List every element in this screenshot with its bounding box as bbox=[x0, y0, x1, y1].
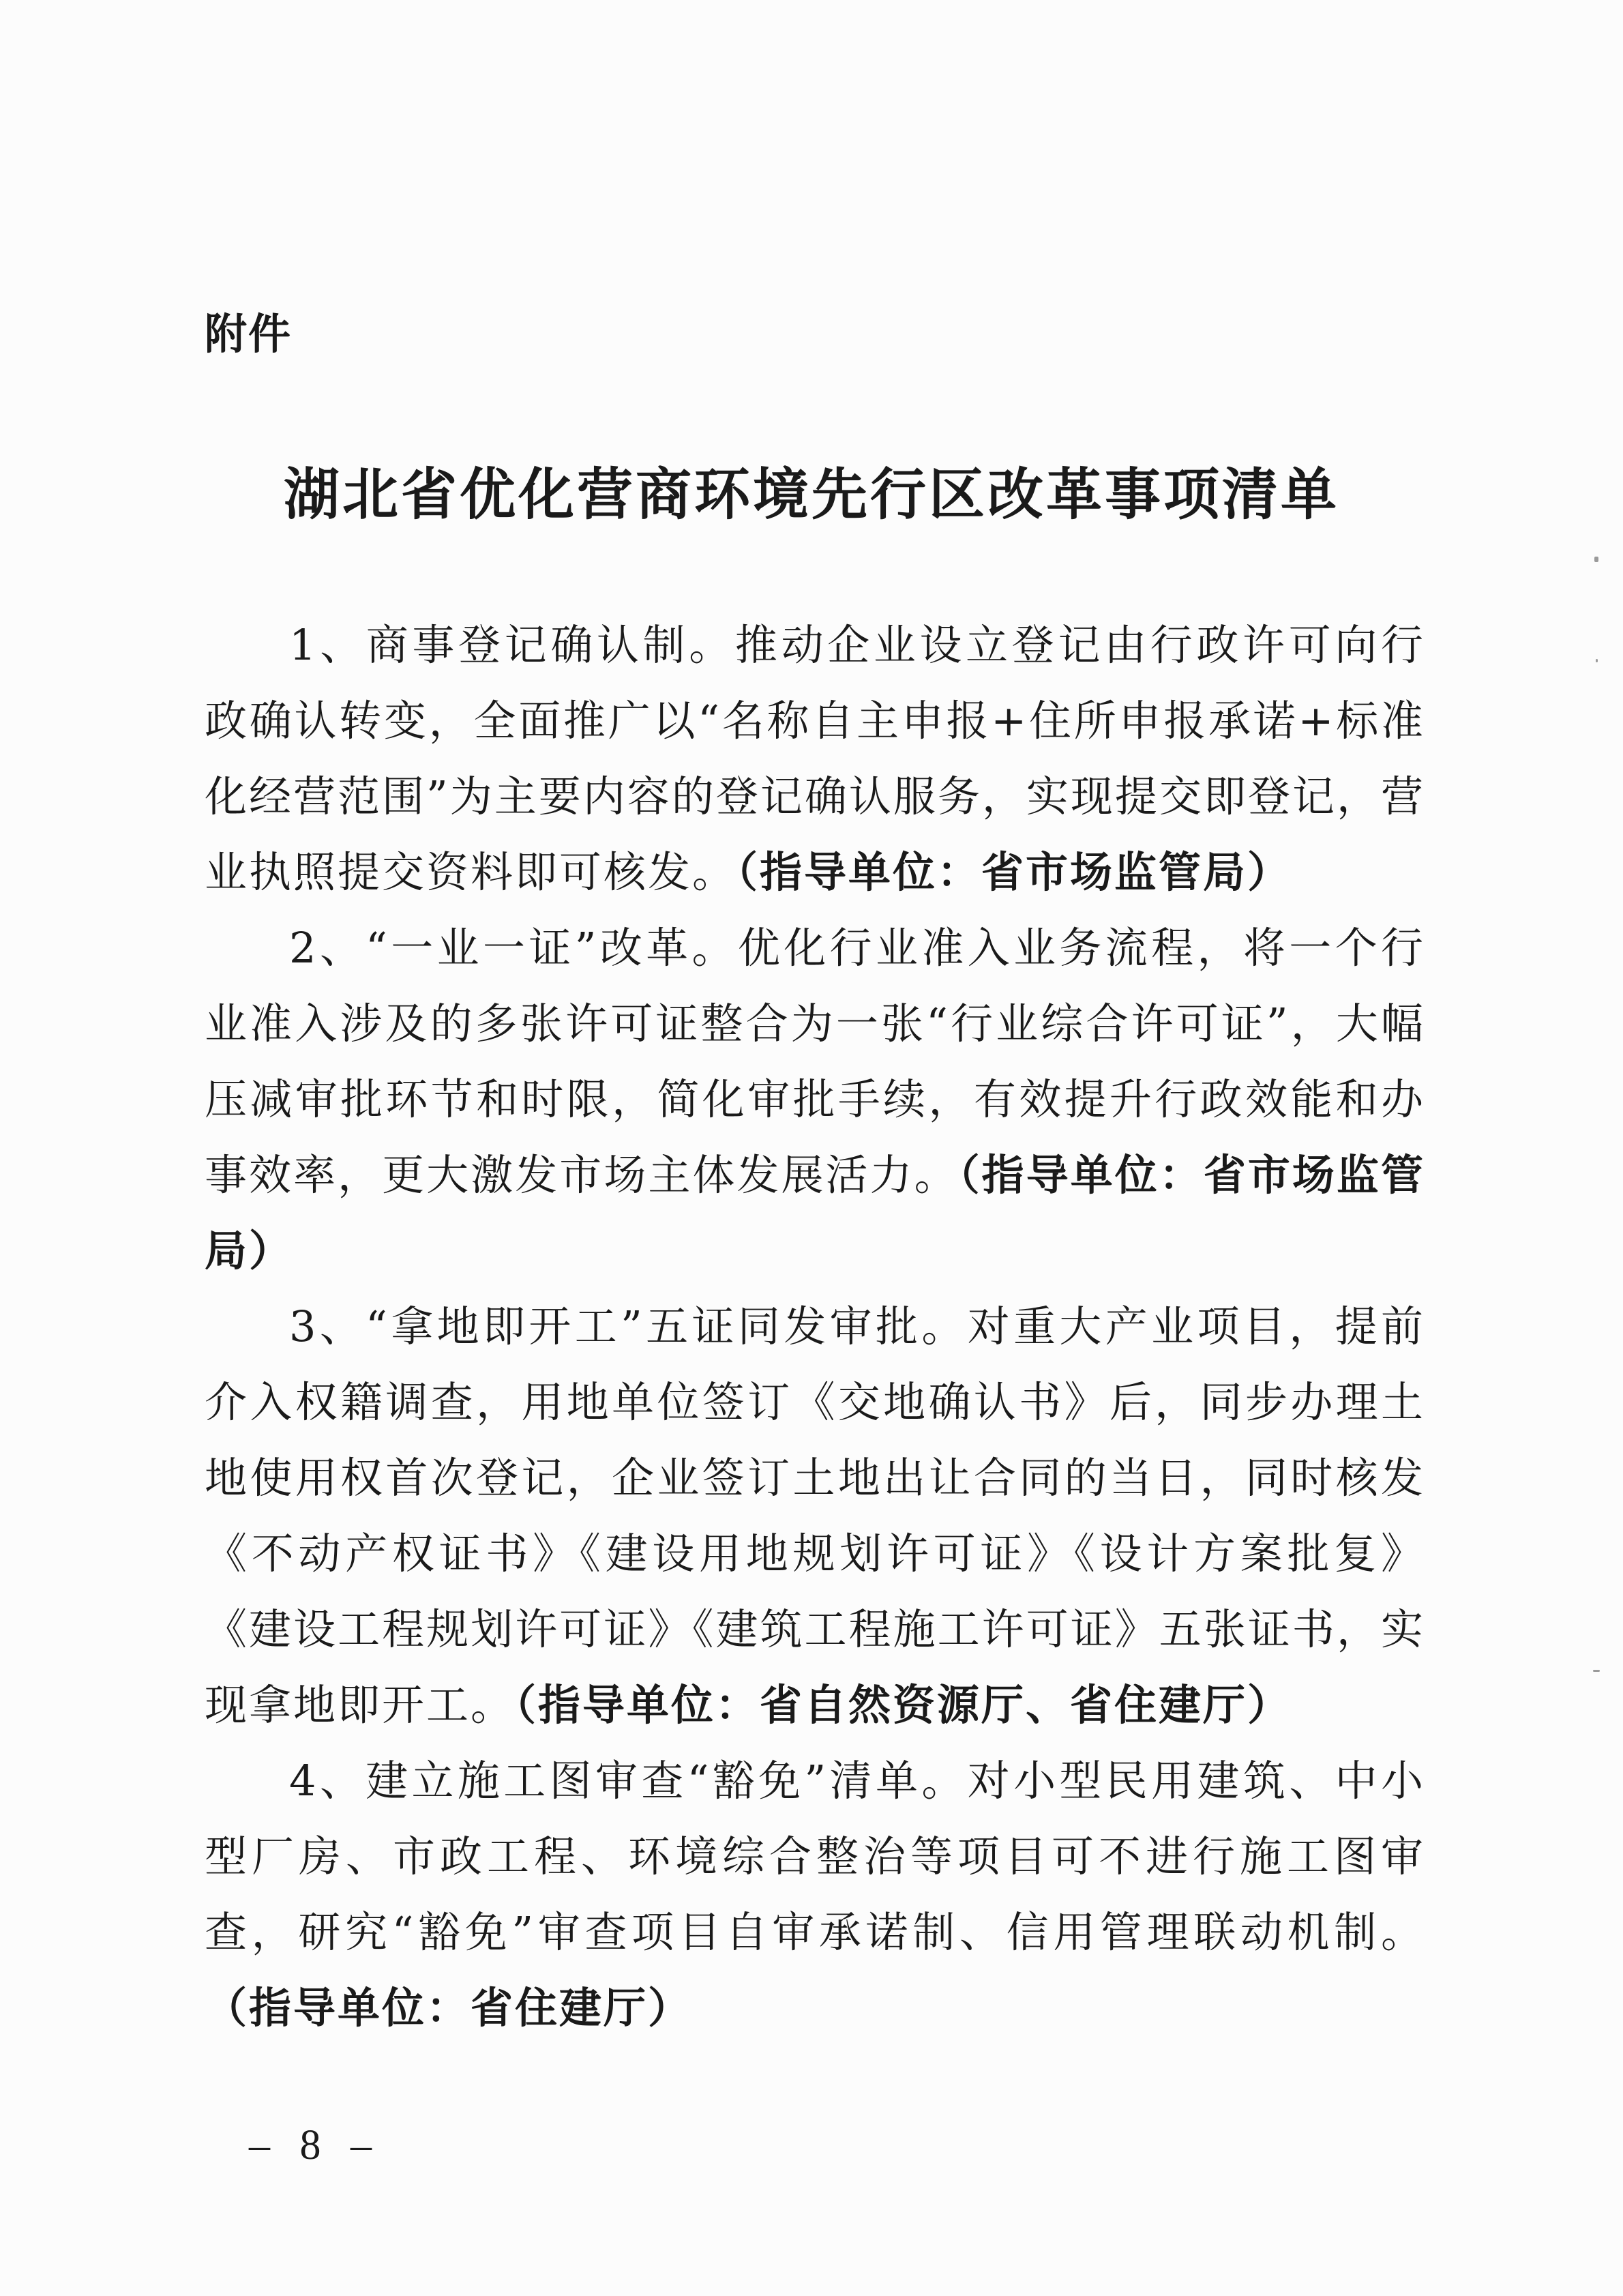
reform-item-3 bbox=[205, 1289, 1425, 1743]
scan-mark bbox=[1596, 659, 1598, 662]
scan-mark bbox=[1593, 1670, 1600, 1672]
scan-mark bbox=[1594, 557, 1598, 562]
reform-item-text: 2、“一业一证”改革。优化行业准入业务流程，将一个行业准入涉及的多张许可证整合为一张“行业综合许可证”，大幅压减审批环节和时限，简化审批手续，有效提升行政效能和办事效率，更大激发市场主体发展活力。 bbox=[205, 923, 1425, 1200]
reform-item-text: 1、商事登记确认制。推动企业设立登记由行政许可向行政确认转变，全面推广以“名称自主申报+住所申报承诺+标准化经营范围”为主要内容的登记确认服务，实现提交即登记，营业执照提交资料即可核发。 bbox=[205, 620, 1425, 897]
guide-unit: （指导单位：省市场监管局） bbox=[205, 1150, 1425, 1276]
guide-unit: （指导单位：省自然资源厅、省住建厅） bbox=[515, 1680, 1292, 1730]
reform-item-4 bbox=[205, 1743, 1425, 2046]
reform-item-text: 3、“拿地即开工”五证同发审批。对重大产业项目，提前介入权籍调查，用地单位签订《交地确认书》后，同步办理土地使用权首次登记，企业签订土地出让合同的当日，同时核发《不动产权证书》《建设用地规划许可证》《设计方案批复》《建设工程规划许可证》《建筑工程施工许可证》五张证书，实现拿地即开工。 bbox=[205, 1301, 1425, 1730]
document-title: 湖北省优化营商环境先行区改革事项清单 bbox=[283, 462, 1339, 527]
page-number: – 8 – bbox=[249, 2122, 381, 2168]
reform-item-1 bbox=[205, 607, 1425, 910]
reform-item-2 bbox=[205, 910, 1425, 1289]
reform-item-list bbox=[205, 607, 1425, 2046]
reform-item-text: 4、建立施工图审查“豁免”清单。对小型民用建筑、中小型厂房、市政工程、环境综合整治等项目可不进行施工图审查，研究“豁免”审查项目自审承诺制、信用管理联动机制。 bbox=[205, 1756, 1425, 1957]
attachment-label: 附件 bbox=[205, 309, 293, 359]
guide-unit: （指导单位：省市场监管局） bbox=[736, 847, 1292, 897]
guide-unit: （指导单位：省住建厅） bbox=[205, 1983, 693, 2033]
